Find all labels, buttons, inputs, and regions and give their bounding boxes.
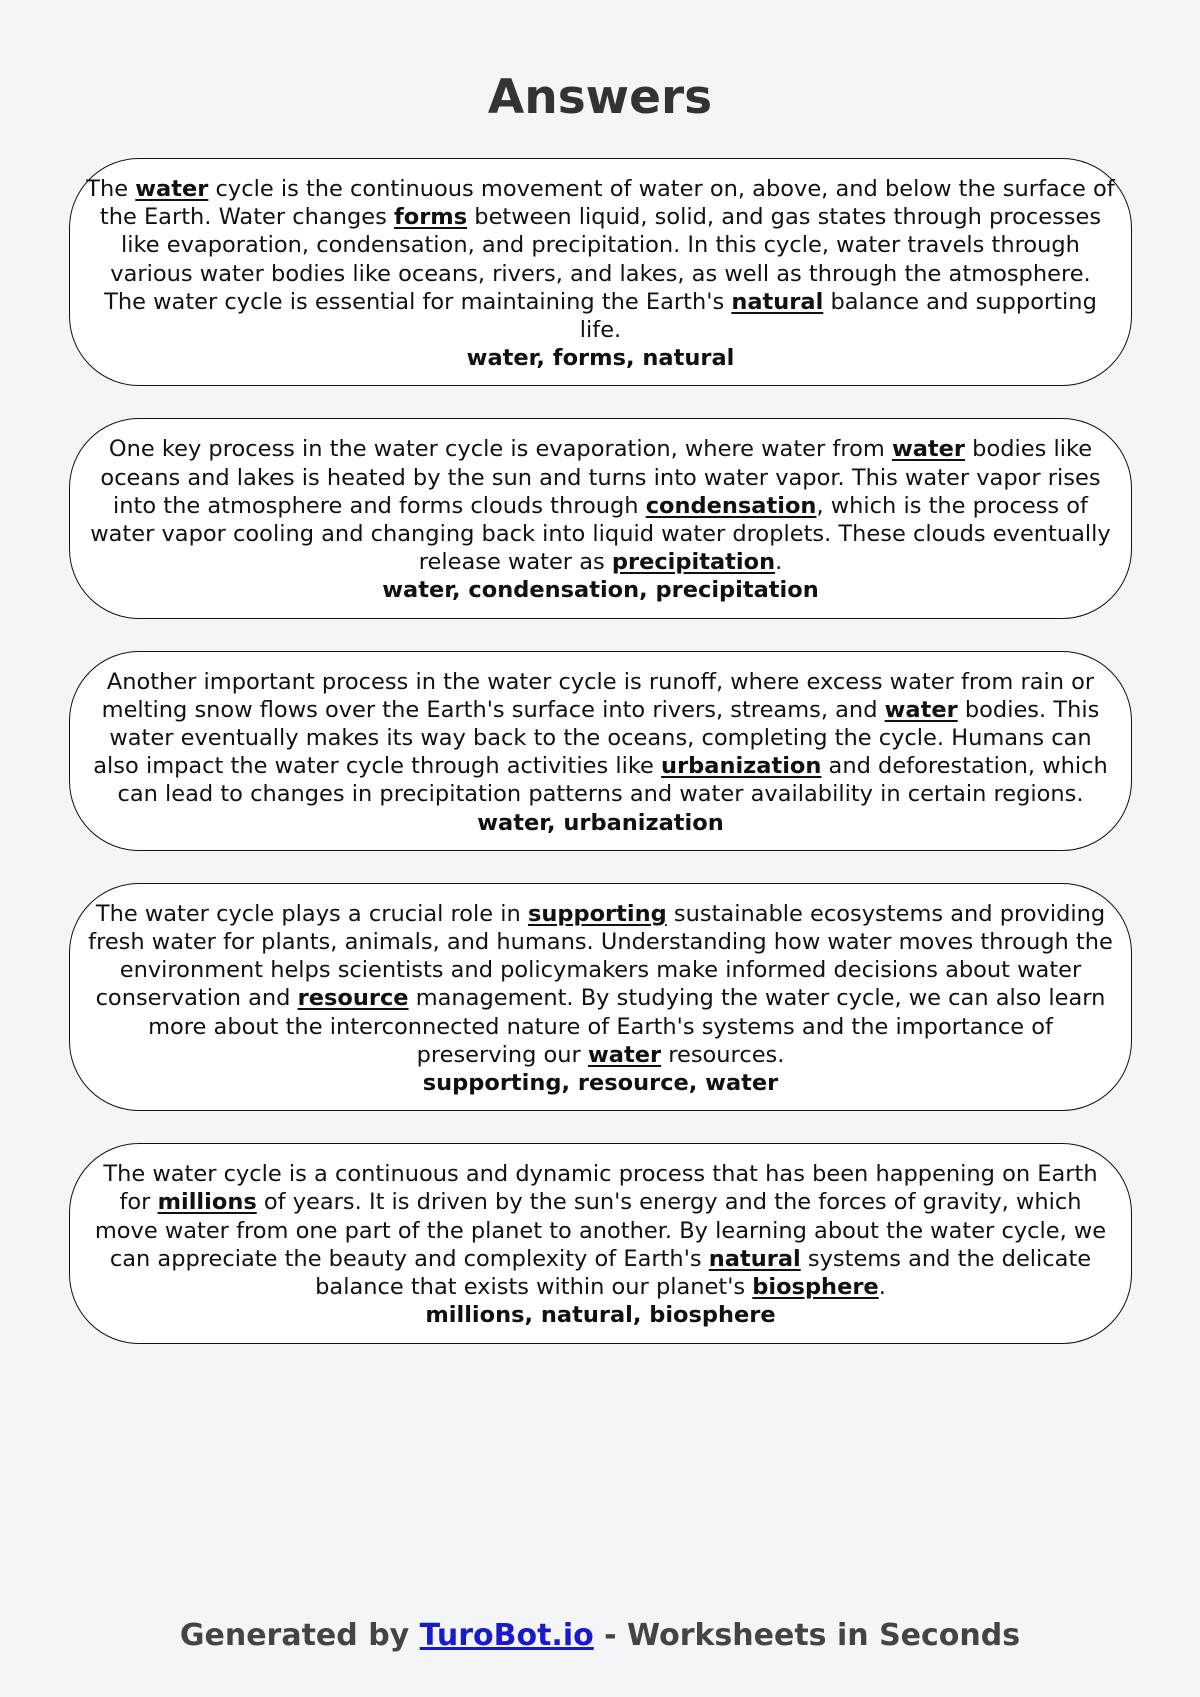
passage-segment: cycle is the continuous movement of water on, above, and below the surface of the Earth. Water changes — [99, 176, 1115, 231]
blank-word: natural — [708, 1245, 801, 1272]
passage-segment: and deforestation, which can lead to changes in precipitation patterns and water availability in certain regions. — [117, 753, 1108, 808]
answer-key: water, condensation, precipitation — [382, 577, 819, 604]
passage-segment: balance and supporting life. — [579, 288, 1097, 344]
passage-segment: . — [878, 1274, 886, 1301]
blank-word: urbanization — [661, 753, 822, 780]
blank-word: precipitation — [611, 549, 776, 576]
footer-prefix: Generated by — [179, 1618, 420, 1653]
answer-card-2 — [69, 418, 1132, 618]
blank-word: biosphere — [752, 1274, 879, 1301]
blank-word: water — [884, 696, 958, 723]
blank-word: water — [891, 436, 966, 463]
passage-segment: resources. — [661, 1041, 785, 1068]
answer-key: water, urbanization — [477, 809, 724, 836]
passage-text — [93, 669, 1107, 808]
passage-segment: bodies. This water eventually makes its way back to the oceans, completing the cycle. Humans can also impact the water cycle through activities like — [93, 696, 1100, 780]
answer-cards — [69, 158, 1132, 1376]
turobot-link[interactable]: TuroBot.io — [419, 1618, 594, 1653]
blank-word: supporting — [527, 900, 667, 927]
answer-key: supporting, resource, water — [422, 1070, 779, 1097]
passage-segment: , which is the process of water vapor cooling and changing back into liquid water droplets. These clouds eventually release water as — [90, 492, 1111, 576]
passage-text — [90, 436, 1111, 575]
footer — [0, 1618, 1200, 1653]
passage-segment: The water cycle is a continuous and dynamic process that has been happening on Earth for — [103, 1161, 1098, 1216]
passage-segment: sustainable ecosystems and providing fresh water for plants, animals, and humans. Understanding how water moves through the environment helps scientists and policymakers make informed decisions about water conservation and — [88, 900, 1113, 1012]
blank-word: water — [135, 176, 209, 202]
passage-segment: One key process in the water cycle is evaporation, where water from — [108, 436, 892, 463]
blank-word: forms — [393, 204, 468, 231]
blank-word: condensation — [645, 492, 817, 519]
passage-segment: between liquid, solid, and gas states through processes like evaporation, condensation, and precipitation. In this cycle, water travels through various water bodies like oceans, rivers, and lakes, as well as through the atmosphere. The water cycle is essential for maintaining the Earth's — [104, 204, 1102, 315]
passage-text — [88, 901, 1113, 1068]
passage-segment: The — [86, 176, 136, 202]
passage-segment: management. By studying the water cycle, we can also learn more about the interconnected nature of Earth's systems and the importance of preserving our — [148, 985, 1106, 1068]
page-title: Answers — [487, 70, 713, 125]
answer-card-3 — [69, 651, 1132, 851]
blank-word: natural — [731, 288, 824, 315]
answer-card-5 — [69, 1143, 1132, 1343]
passage-segment: The water cycle plays a crucial role in — [95, 900, 528, 927]
passage-segment: of years. It is driven by the sun's energy and the forces of gravity, which move water from one part of the planet to another. By learning about the water cycle, we can appreciate the beauty and complexity of Earth's — [94, 1189, 1107, 1272]
footer-suffix: - Worksheets in Seconds — [593, 1618, 1021, 1653]
passage-segment: . — [775, 549, 783, 576]
blank-word: millions — [157, 1189, 257, 1216]
answer-key: water, forms, natural — [466, 345, 735, 372]
blank-word: water — [587, 1041, 662, 1068]
passage-text — [95, 1161, 1106, 1300]
answer-key: millions, natural, biosphere — [425, 1302, 776, 1329]
answer-card-1 — [69, 158, 1132, 386]
passage-segment: bodies like oceans and lakes is heated by the sun and turns into water vapor. This water vapor rises into the atmosphere and forms clouds through — [100, 436, 1101, 519]
passage-text — [86, 176, 1114, 343]
blank-word: resource — [297, 985, 409, 1012]
answer-card-4 — [69, 883, 1132, 1111]
passage-segment: Another important process in the water cycle is runoff, where excess water from rain or melting snow flows over the Earth's surface into rivers, streams, and — [101, 668, 1095, 723]
passage-segment: systems and the delicate balance that exists within our planet's — [315, 1245, 1092, 1301]
